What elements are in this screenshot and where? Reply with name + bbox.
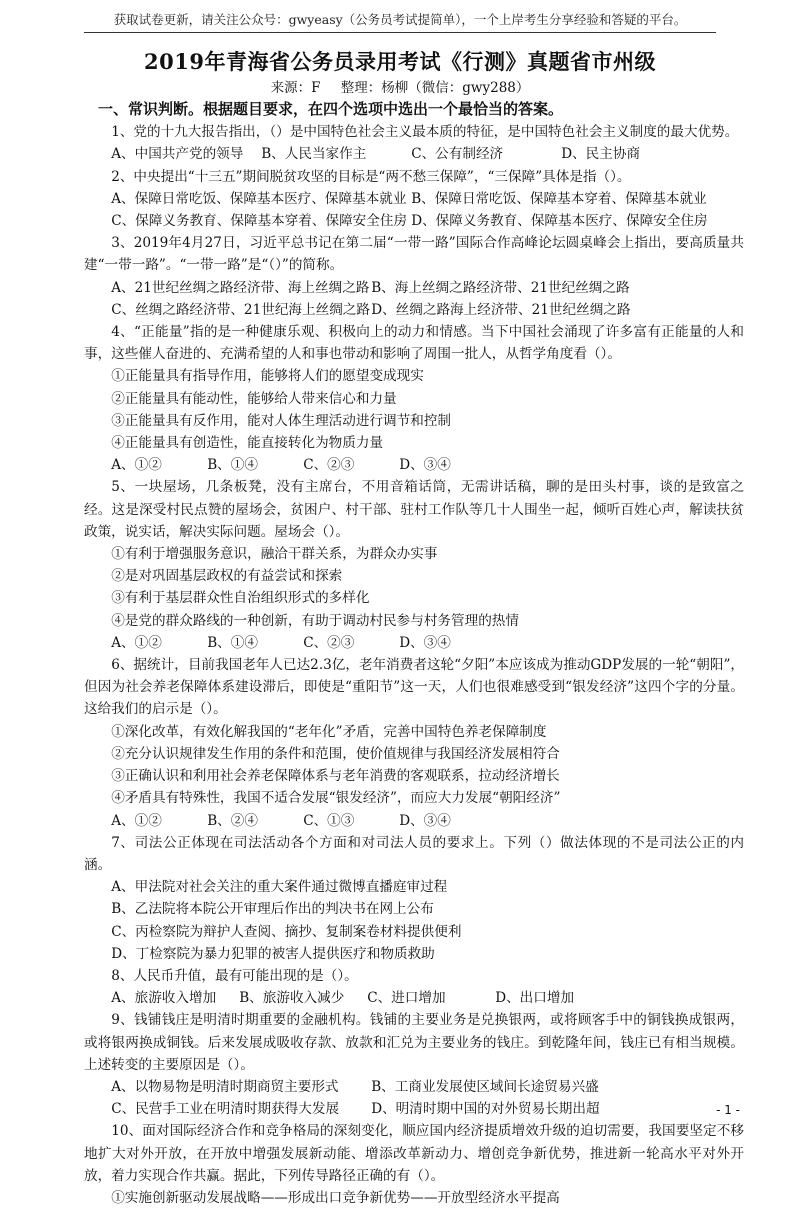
- statement: ②正能量具有能动性，能够给人带来信心和力量: [111, 390, 397, 407]
- option: D、③④: [399, 634, 451, 651]
- question-3-options-row2: [111, 299, 744, 321]
- option: D、③④: [399, 812, 451, 829]
- option: C、进口增加: [367, 990, 446, 1007]
- option: D、③④: [399, 457, 451, 474]
- option: B、①④: [207, 457, 258, 474]
- option: C、民营手工业在明清时期获得大发展: [111, 1101, 340, 1118]
- statement: ③正确认识和利用社会养老保障体系与老年消费的客观联系，拉动经济增长: [111, 768, 560, 785]
- question-4-stem: 4、“正能量”指的是一种健康乐观、积极向上的动力和情感。当下中国社会涌现了许多富有正能量的人和事，这些催人奋进的、充满希望的人和事也带动和影响了周围一批人，从哲学角度看（）。: [84, 324, 744, 363]
- option: C、丙检察院为辩护人查阅、摘抄、复制案卷材料提供便利: [111, 923, 462, 940]
- question-10-stem: 10、面对国际经济合作和竞争格局的深刻变化，顺应国内经济提质增效升级的迫切需要，我国要坚定不移地扩大对外开放，在开放中增强发展新动能、增添改革新动力、增创竞争新优势，推进新一轮高水平对外开放，着力实现合作共赢。据此，下列传导路径正确的有（）。: [84, 1123, 744, 1184]
- option: D、丝绸之路海上经济带、21世纪丝绸之路: [371, 301, 631, 318]
- question-8-stem: 8、人民币升值，最有可能出现的是（）。: [111, 967, 358, 984]
- source-line: [0, 76, 800, 96]
- header-divider: [84, 32, 716, 33]
- question-6-stem: 6、据统计，目前我国老年人已达2.3亿，老年消费者这轮“夕阳”本应该成为推动GDP发展的一轮“朝阳”，但因为社会养老保障体系建设滞后，即使是“重阳节”这一天，人们也很难感受到“银发经济”这四个字的分量。这给我们的启示是（）。: [84, 657, 744, 718]
- editor-label: 整理：杨柳（微信：gwy288）: [340, 80, 530, 96]
- option: B、乙法院将本院公开审理后作出的判决书在网上公布: [111, 901, 434, 918]
- statement: ②充分认识规律发生作用的条件和范围，使价值规律与我国经济发展相符合: [111, 745, 560, 762]
- option: C、丝绸之路经济带、21世纪海上丝绸之路: [111, 301, 370, 318]
- option: B、工商业发展使区域间长途贸易兴盛: [371, 1078, 599, 1095]
- statement: ④是党的群众路线的一种创新，有助于调动村民参与村务管理的热情: [111, 612, 519, 629]
- question-2-stem: 2、中央提出“十三五”期间脱贫攻坚的目标是“两不愁三保障”，“三保障”具体是指（）。: [111, 168, 631, 185]
- option: A、旅游收入增加: [111, 990, 217, 1007]
- statement: ④矛盾具有特殊性，我国不适合发展“银发经济”，而应大力发展“朝阳经济”: [111, 790, 561, 807]
- question-5-options: [111, 632, 744, 654]
- question-1-stem: 1、党的十九大报告指出，（）是中国特色社会主义最本质的特征，是中国特色社会主义制度的最大优势。: [111, 124, 739, 141]
- option: B、人民当家作主: [261, 146, 367, 163]
- statement: ①正能量具有指导作用，能够将人们的愿望变成现实: [111, 368, 424, 385]
- option: B、保障日常吃饭、保障基本穿着、保障基本就业: [411, 190, 707, 207]
- option: B、旅游收入减少: [239, 990, 345, 1007]
- question-7-stem: 7、司法公正体现在司法活动各个方面和对司法人员的要求上。下列（）做法体现的不是司法公正的内涵。: [84, 834, 744, 873]
- statement: ①实施创新驱动发展战略——形成出口竞争新优势——开放型经济水平提高: [111, 1189, 560, 1206]
- page-number: - 1 -: [716, 1103, 740, 1117]
- question-9-options-row2: [111, 1098, 744, 1120]
- option: D、保障义务教育、保障基本医疗、保障安全住房: [411, 213, 708, 230]
- page-title: 2019年青海省公务员录用考试《行测》真题省市州级: [144, 49, 656, 74]
- question-3-stem: 3、2019年4月27日，习近平总书记在第二届“一带一路”国际合作高峰论坛圆桌峰会上指出，要高质量共建“一带一路”。“一带一路”是“（）”的简称。: [84, 235, 744, 274]
- statement: ③正能量具有反作用，能对人体生理活动进行调节和控制: [111, 412, 452, 429]
- question-9-stem: 9、钱铺钱庄是明清时期重要的金融机构。钱铺的主要业务是兑换银两，或将顾客手中的铜钱换成银两，或将银两换成铜钱。后来发展成吸收存款、放款和汇兑为主要业务的钱庄。到乾隆年间，钱庄已有相当规模。上述转变的主要原因是（）。: [84, 1012, 744, 1073]
- option: D、明清时期中国的对外贸易长期出超: [371, 1101, 600, 1118]
- option: A、甲法院对社会关注的重大案件通过微博直播庭审过程: [111, 879, 448, 896]
- header-note: 获取试卷更新，请关注公众号：gwyeasy（公务员考试提简单），一个上岸考生分享经验和答疑的平台。: [113, 12, 687, 27]
- question-4-options: [111, 454, 744, 476]
- option: C、①③: [303, 812, 355, 829]
- option: D、丁检察院为暴力犯罪的被害人提供医疗和物质救助: [111, 945, 435, 962]
- option: C、保障义务教育、保障基本穿着、保障安全住房: [111, 213, 408, 230]
- option: B、①④: [207, 634, 258, 651]
- question-6-options: [111, 810, 744, 832]
- question-5-stem: 5、一块屋场，几条板凳，没有主席台，不用音箱话筒，无需讲话稿，聊的是田头村事，谈的是致富之经。这是深受村民点赞的屋场会，贫困户、村干部、驻村工作队等几十人围坐一起，倾听百姓心声，解读扶贫政策，说实话，解决实际问题。屋场会（）。: [84, 479, 744, 540]
- statement: ①有利于增强服务意识，融洽干群关系，为群众办实事: [111, 546, 438, 563]
- option: C、公有制经济: [411, 146, 504, 163]
- question-2-options-row2: [111, 210, 744, 232]
- exam-content: [84, 98, 744, 1209]
- option: C、②③: [303, 457, 355, 474]
- option: A、①②: [111, 457, 162, 474]
- option: A、中国共产党的领导: [111, 146, 244, 163]
- option: B、②④: [207, 812, 258, 829]
- option: B、海上丝绸之路经济带、21世纪丝绸之路: [371, 279, 630, 296]
- question-9-options: [111, 1076, 744, 1098]
- question-2-options: [111, 188, 744, 210]
- option: A、①②: [111, 812, 162, 829]
- option: D、民主协商: [561, 146, 641, 163]
- statement: ④正能量具有创造性，能直接转化为物质力量: [111, 435, 384, 452]
- question-8-options: [111, 987, 744, 1009]
- option: A、①②: [111, 634, 162, 651]
- section-title: 一、常识判断。根据题目要求，在四个选项中选出一个最恰当的答案。: [98, 100, 564, 118]
- option: A、21世纪丝绸之路经济带、海上丝绸之路: [111, 279, 370, 296]
- statement: ②是对巩固基层政权的有益尝试和探索: [111, 568, 343, 585]
- statement: ③有利于基层群众性自治组织形式的多样化: [111, 590, 370, 607]
- option: D、出口增加: [495, 990, 575, 1007]
- question-3-options: [111, 277, 744, 299]
- option: A、保障日常吃饭、保障基本医疗、保障基本就业: [111, 190, 407, 207]
- statement: ①深化改革，有效化解我国的“老年化”矛盾，完善中国特色养老保障制度: [111, 723, 547, 740]
- source-label: 来源：F: [270, 80, 321, 96]
- option: A、以物易物是明清时期商贸主要形式: [111, 1078, 339, 1095]
- option: C、②③: [303, 634, 355, 651]
- question-1-options: [111, 143, 744, 165]
